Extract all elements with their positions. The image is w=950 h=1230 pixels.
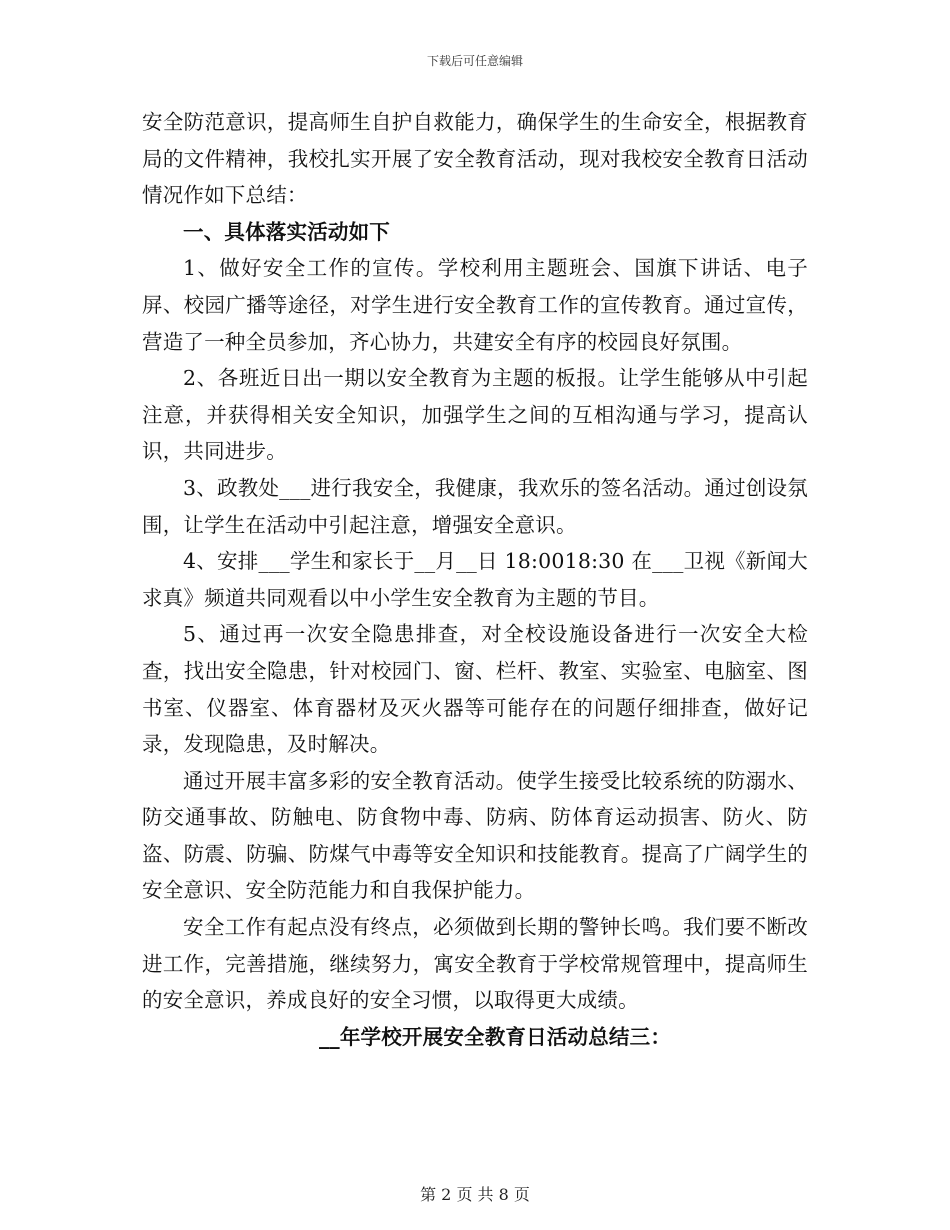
summary-paragraph: 通过开展丰富多彩的安全教育活动。使学生接受比较系统的防溺水、防交通事故、防触电、防食物中毒、防病、防体育运动损害、防火、防盗、防震、防骗、防煤气中毒等安全知识和技能教育。提高了广阔学生的安全意识、安全防范能力和自我保护能力。 [142,768,808,903]
closing-paragraph: 安全工作有起点没有终点，必须做到长期的警钟长鸣。我们要不断改进工作，完善措施，继续努力，寓安全教育于学校常规管理中，提高师生的安全意识，养成良好的安全习惯，以取得更大成绩。 [142,915,808,1013]
section-heading: 一、具体落实活动如下 [183,219,390,244]
activity-item-5: 5、通过再一次安全隐患排查，对全校设施设备进行一次安全大检查，找出安全隐患，针对校园门、窗、栏杆、教室、实验室、电脑室、图书室、仪器室、体育器材及灭火器等可能存在的问题仔细排查，做好记录，发现隐患，及时解决。 [142,622,808,757]
activity-item-1: 1、做好安全工作的宣传。学校利用主题班会、国旗下讲话、电子屏、校园广播等途径，对学生进行安全教育工作的宣传教育。通过宣传，营造了一种全员参加，齐心协力，共建安全有序的校园良好氛围。 [142,256,808,354]
intro-paragraph: 安全防范意识，提高师生自护自救能力，确保学生的生命安全，根据教育局的文件精神，我校扎实开展了安全教育活动，现对我校安全教育日活动情况作如下总结： [142,110,808,208]
activity-item-3: 3、政教处___进行我安全，我健康，我欢乐的签名活动。通过创设氛围，让学生在活动中引起注意，增强安全意识。 [142,475,808,537]
activity-item-2: 2、各班近日出一期以安全教育为主题的板报。让学生能够从中引起注意，并获得相关安全知识，加强学生之间的互相沟通与学习，提高认识，共同进步。 [142,366,808,464]
next-section-title: __年学校开展安全教育日活动总结三： [318,1024,672,1049]
activity-item-4: 4、安排___学生和家长于__月__日 18:0018:30 在___卫视《新闻大求真》频道共同观看以中小学生安全教育为主题的节目。 [142,549,808,610]
document-body [142,104,808,1055]
page-header-note: 下载后可任意编辑 [426,54,523,68]
page-number: 第 2 页 共 8 页 [420,1185,530,1204]
